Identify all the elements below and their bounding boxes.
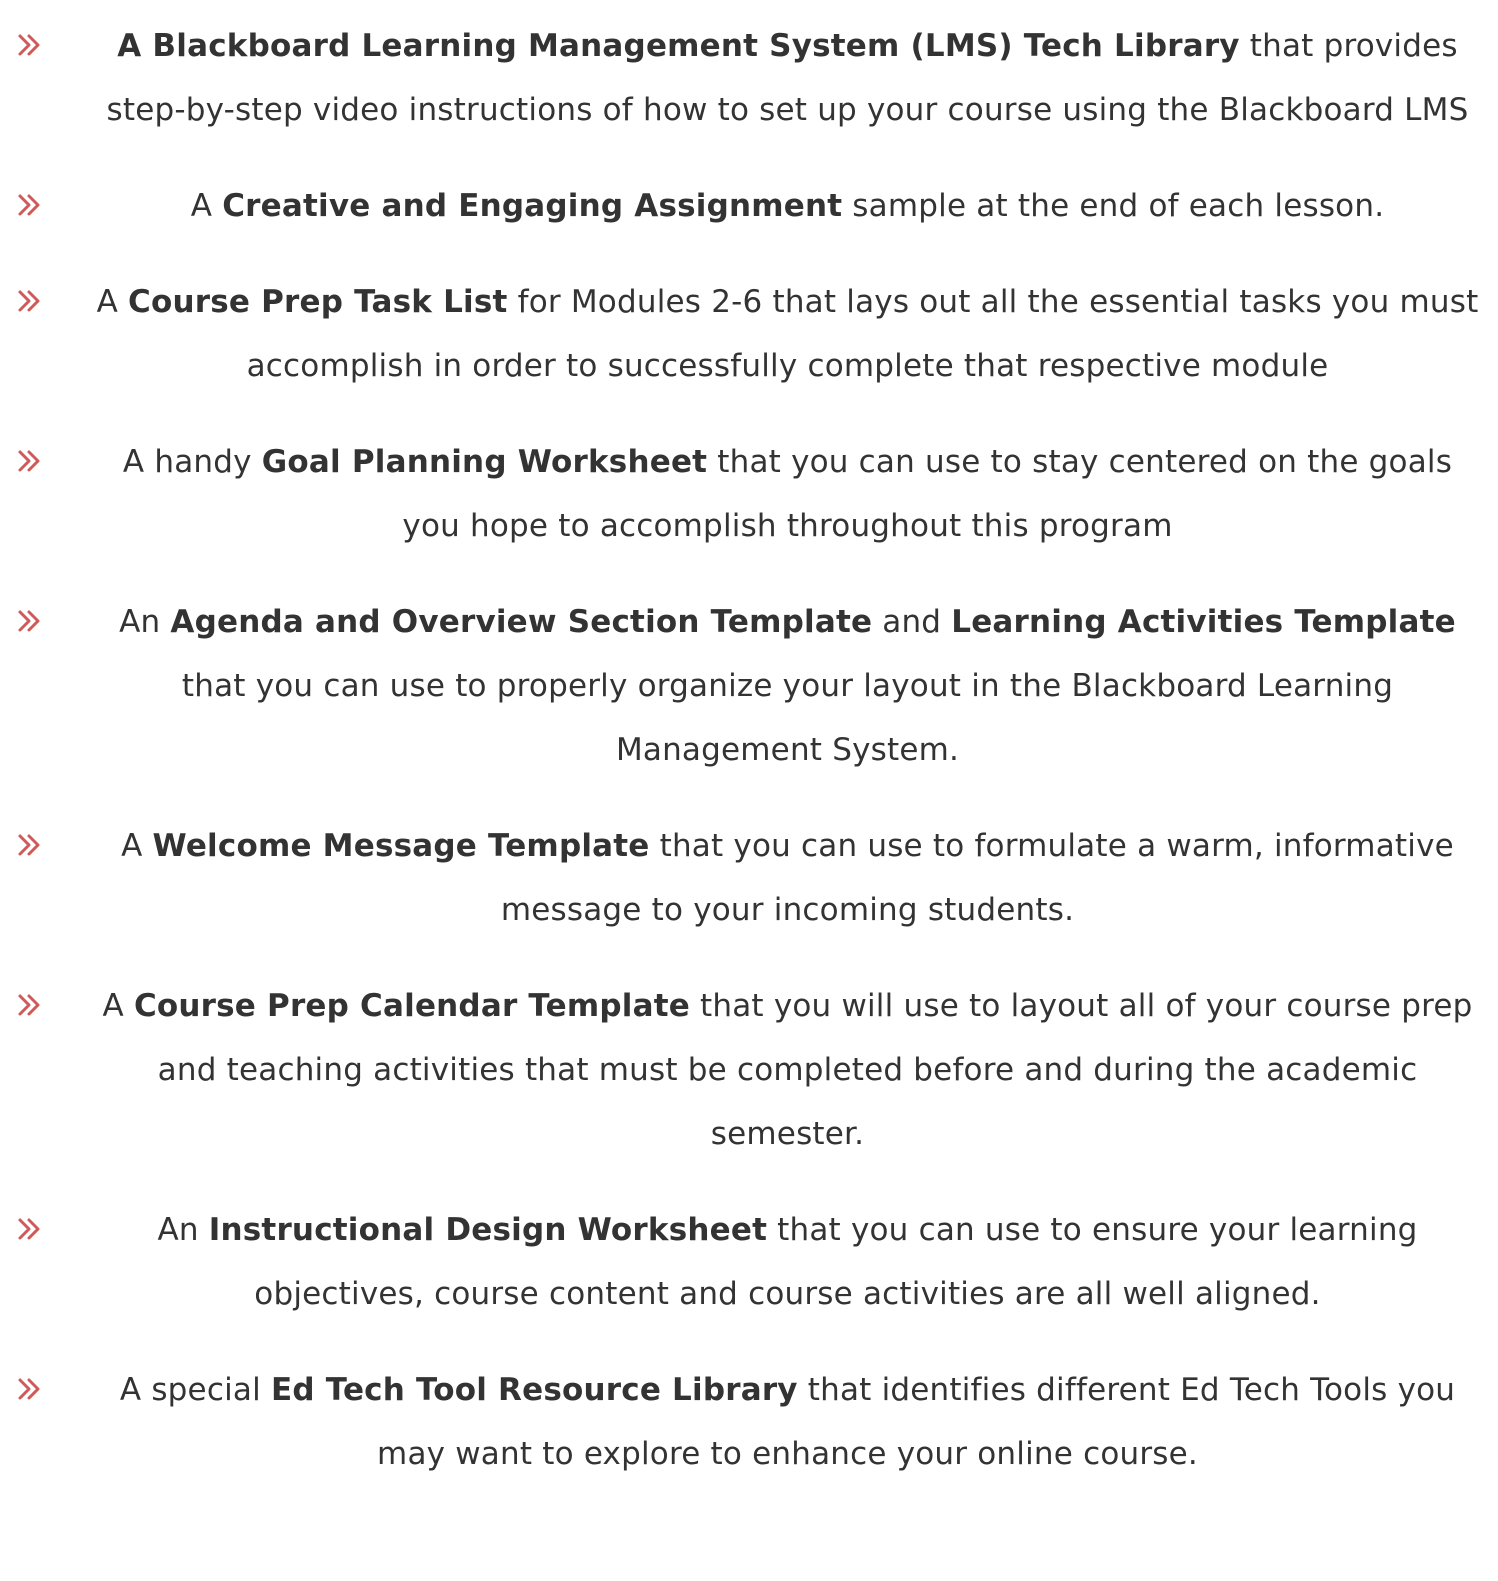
list-item-text	[95, 14, 1480, 142]
double-chevron-right-icon	[16, 830, 46, 860]
list-item	[0, 1358, 1498, 1486]
double-chevron-right-icon	[16, 990, 46, 1020]
list-item-text	[95, 174, 1480, 238]
highlighted-resource-name: Ed Tech Tool Resource Library	[270, 1372, 798, 1408]
highlighted-resource-name: A Blackboard Learning Management System (LMS) Tech Library	[117, 28, 1240, 64]
double-chevron-right-icon	[16, 606, 46, 636]
description-text: A	[121, 828, 153, 864]
highlighted-resource-name: Course Prep Task List	[128, 284, 508, 320]
highlighted-resource-name: Learning Activities Template	[951, 604, 1456, 640]
list-item	[0, 14, 1498, 142]
description-text: that identifies different Ed Tech Tools you may want to explore to enhance your online course.	[377, 1372, 1456, 1472]
list-item-text	[95, 974, 1480, 1166]
highlighted-resource-name: Course Prep Calendar Template	[133, 988, 690, 1024]
list-item-text	[95, 1358, 1480, 1486]
description-text: A	[96, 284, 129, 320]
list-item	[0, 814, 1498, 942]
list-item-text	[95, 814, 1480, 942]
list-item-text	[95, 270, 1480, 398]
description-text: that you will use to layout all of your course prep and teaching activities that must be completed before and during the academic semester.	[157, 988, 1473, 1152]
highlighted-resource-name: Agenda and Overview Section Template	[170, 604, 873, 640]
description-text: that you can use to formulate a warm, informative message to your incoming students.	[500, 828, 1454, 928]
description-text: that you can use to properly organize your layout in the Blackboard Learning Management System.	[181, 668, 1394, 768]
list-item-text	[95, 1198, 1480, 1326]
description-text: A special	[119, 1372, 271, 1408]
list-item	[0, 430, 1498, 558]
double-chevron-right-icon	[16, 1374, 46, 1404]
description-text: An	[119, 604, 171, 640]
double-chevron-right-icon	[16, 446, 46, 476]
highlighted-resource-name: Goal Planning Worksheet	[261, 444, 708, 480]
highlighted-resource-name: Instructional Design Worksheet	[208, 1212, 768, 1248]
list-item	[0, 174, 1498, 238]
highlighted-resource-name: Creative and Engaging Assignment	[222, 188, 843, 224]
description-text: A	[190, 188, 223, 224]
description-text: An	[157, 1212, 209, 1248]
list-item-text	[95, 590, 1480, 782]
description-text: that provides step-by-step video instructions of how to set up your course using the Blackboard LMS	[106, 28, 1469, 128]
highlighted-resource-name: Welcome Message Template	[152, 828, 650, 864]
description-text: for Modules 2-6 that lays out all the essential tasks you must accomplish in order to successfully complete that respective module	[246, 284, 1479, 384]
description-text: A handy	[122, 444, 262, 480]
description-text: A	[102, 988, 134, 1024]
double-chevron-right-icon	[16, 286, 46, 316]
double-chevron-right-icon	[16, 1214, 46, 1244]
list-item	[0, 974, 1498, 1166]
description-text: sample at the end of each lesson.	[842, 188, 1385, 224]
list-item	[0, 270, 1498, 398]
list-item	[0, 1198, 1498, 1326]
double-chevron-right-icon	[16, 30, 46, 60]
description-text: that you can use to stay centered on the goals you hope to accomplish throughout this program	[402, 444, 1453, 544]
description-text: and	[872, 604, 952, 640]
list-item	[0, 590, 1498, 782]
description-text: that you can use to ensure your learning objectives, course content and course activities are all well aligned.	[254, 1212, 1418, 1312]
double-chevron-right-icon	[16, 190, 46, 220]
list-item-text	[95, 430, 1480, 558]
